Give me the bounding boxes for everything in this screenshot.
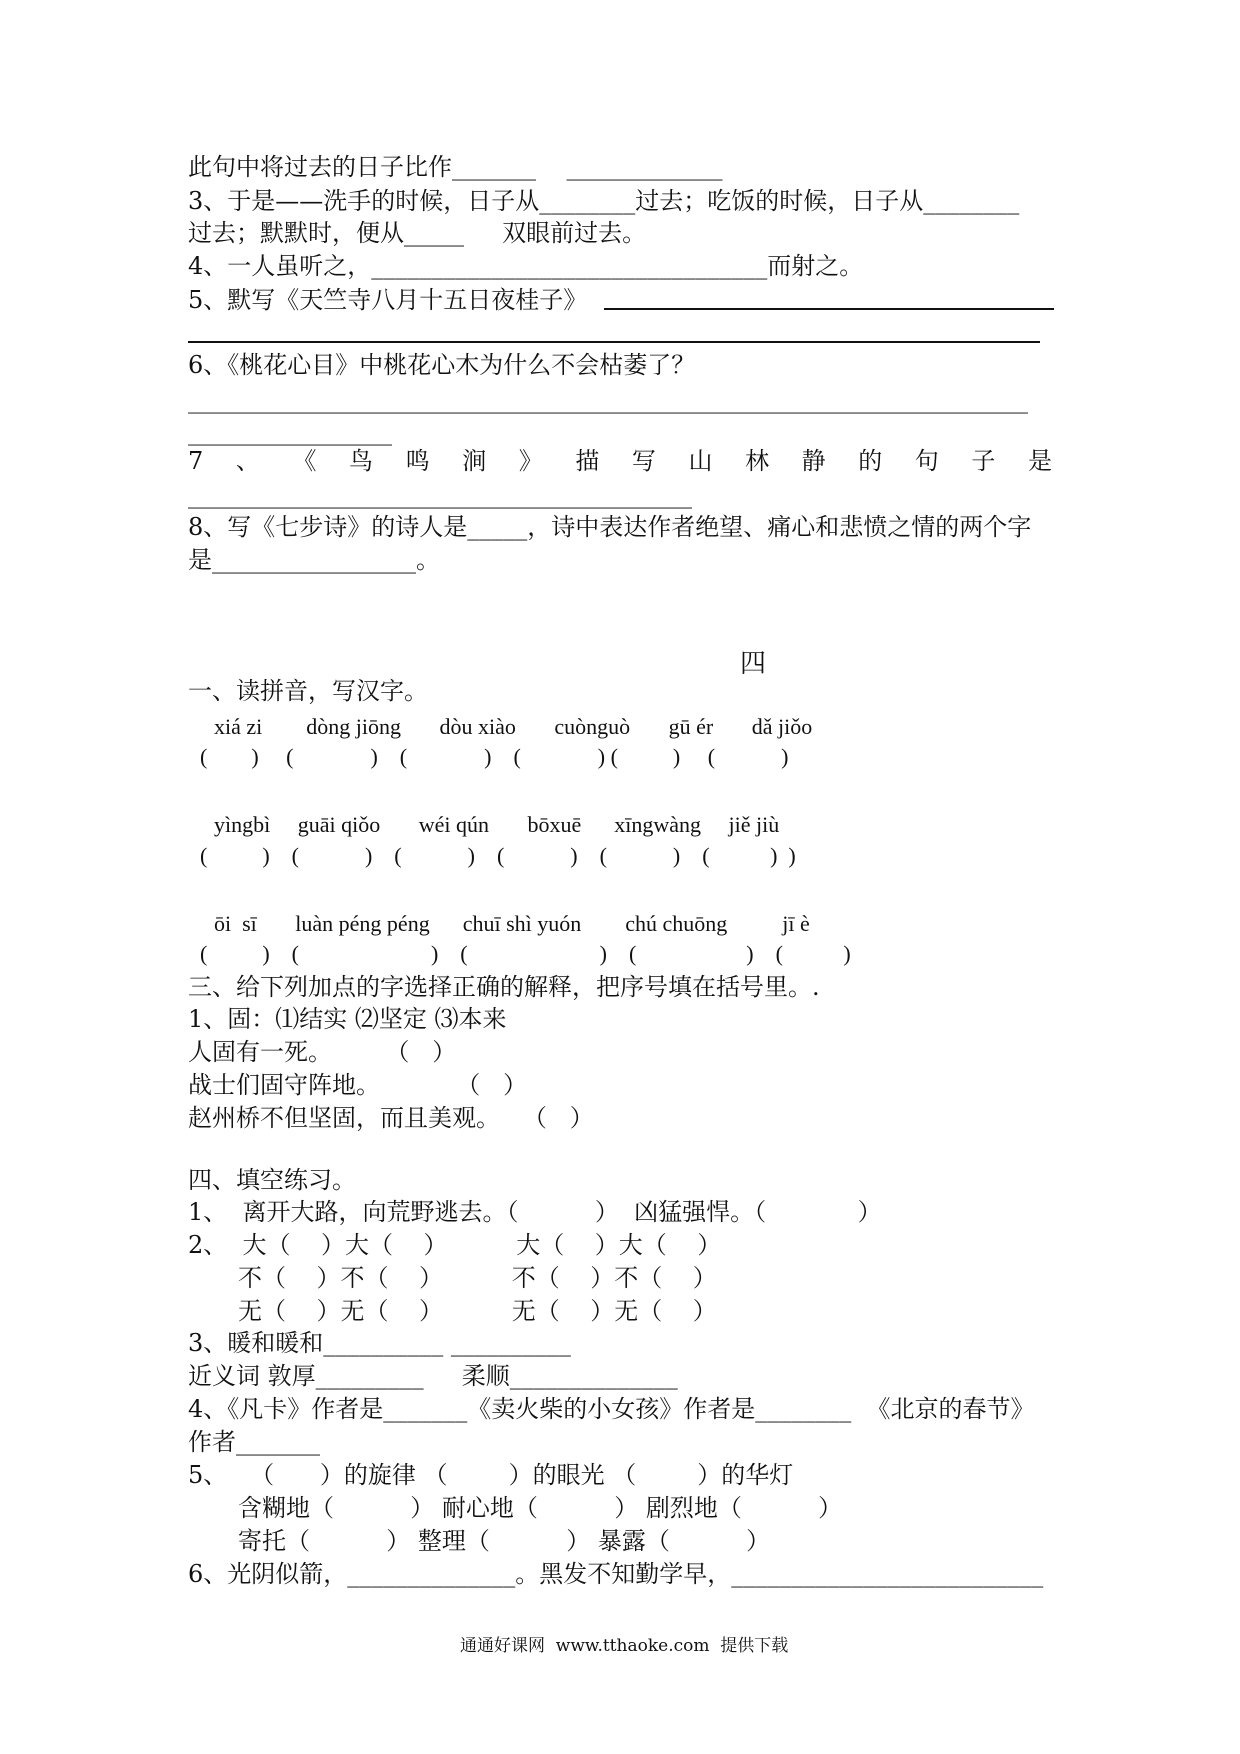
gu-sentence-2: 战士们固守阵地。 （ ） [188, 1071, 528, 1099]
q7-char: 是 [1027, 447, 1052, 475]
q7-char: 句 [914, 447, 939, 475]
fill-3-row-b: 近义词 敦厚_________ 柔顺______________ [188, 1362, 678, 1390]
q7-char: 描 [575, 447, 600, 475]
q5: 5、默写《天竺寺八月十五日夜桂子》 [188, 286, 588, 314]
pinyin-row-2: yìngbì guāi qiǒo wéi qún bōxuē xīngwàng jiě jiù [214, 812, 780, 837]
q3-line1: 3、于是——洗手的时候，日子从________过去；吃饭的时候，日子从________ [188, 187, 1020, 215]
fill-4-row-a: 4、《凡卡》作者是_______《卖火柴的小女孩》作者是________ 《北京的春节》 [188, 1395, 1035, 1423]
part1-heading: 一、读拼音，写汉字。 [188, 677, 428, 705]
gu-sentence-3: 赵州桥不但坚固，而且美观。 （ ） [188, 1104, 594, 1132]
answer-parens-row-1: ( ) ( ) ( ) ( ) ( ) ( ) [200, 744, 789, 769]
q7-char: 7 [188, 447, 204, 475]
gu-sentence-1: 人固有一死。 （ ） [188, 1038, 457, 1066]
q7-line [188, 446, 1052, 476]
pinyin-row-1: xiá zi dòng jiōng dòu xiào cuònguò gū ér dǎ jiǒo [214, 714, 813, 739]
fill-6: 6、光阴似箭，______________。黑发不知勤学早，__________________________ [188, 1560, 1044, 1588]
q7-char: 鸟 [349, 447, 374, 475]
q7-answer-blank: __________________________________________ [188, 481, 692, 509]
q7-char: 山 [688, 447, 713, 475]
part3-heading: 三、给下列加点的字选择正确的解释，把序号填在括号里。. [188, 973, 820, 1001]
fill-2-row-a: 2、 大（ ）大（ ） 大（ ）大（ ） [188, 1231, 722, 1259]
q6-answer-blank-2: _________________ [188, 418, 392, 446]
fill-2-row-b: 不（ ）不（ ） 不（ ）不（ ） [238, 1264, 717, 1292]
fill-3-row-a: 3、暖和暖和__________ __________ [188, 1329, 571, 1357]
q6: 6、《桃花心目》中桃花心木为什么不会枯萎了？ [188, 351, 696, 379]
metaphor-line: 此句中将过去的日子比作_______ _____________ [188, 153, 723, 181]
q7-char: 涧 [462, 447, 487, 475]
answer-parens-row-3: ( ) ( ) ( ) ( ) ( ) [200, 941, 851, 966]
section-title: 四 [740, 649, 767, 679]
q7-char: 、 [235, 447, 260, 475]
q3-line2: 过去；默默时，便从_____ 双眼前过去。 [188, 219, 647, 247]
q5-answer-line-1 [604, 308, 1054, 310]
fill-5-row-a: 5、 （ ）的旋律 （ ）的眼光 （ ）的华灯 [188, 1461, 794, 1489]
q7-char: 》 [518, 447, 543, 475]
q7-char: 子 [971, 447, 996, 475]
q7-char: 《 [292, 447, 317, 475]
fill-4-row-b: 作者_______ [188, 1428, 320, 1456]
q7-char: 鸣 [405, 447, 430, 475]
footer-source: 通通好课网 www.tthaoke.com 提供下载 [460, 1636, 789, 1656]
fill-2-row-c: 无（ ）无（ ） 无（ ）无（ ） [238, 1297, 717, 1325]
q7-char: 的 [858, 447, 883, 475]
q5-answer-line-2 [188, 341, 1040, 343]
pinyin-row-3: ōi sī luàn péng péng chuī shì yuón chú chuōng jī è [214, 911, 810, 936]
gu-definitions: 1、固：⑴结实 ⑵坚定 ⑶本来 [188, 1005, 507, 1033]
q7-char: 静 [801, 447, 826, 475]
fill-5-row-b: 含糊地（ ） 耐心地（ ） 剧烈地（ ） [238, 1494, 843, 1522]
answer-parens-row-2: ( ) ( ) ( ) ( ) ( ) ( ) ) [200, 843, 796, 868]
fill-1: 1、 离开大路，向荒野逃去。（ ） 凶猛强悍。（ ） [188, 1198, 882, 1226]
q8-line1: 8、写《七步诗》的诗人是_____，诗中表达作者绝望、痛心和悲愤之情的两个字 [188, 513, 1032, 541]
fill-5-row-c: 寄托（ ） 整理（ ） 暴露（ ） [238, 1527, 771, 1555]
q6-answer-blank-1: ______________________________________________________________________ [188, 386, 1028, 414]
q4: 4、一人虽听之，_________________________________而射之。 [188, 252, 864, 280]
q8-line2: 是_________________。 [188, 546, 440, 574]
part4-heading: 四、填空练习。 [188, 1166, 356, 1194]
q7-char: 林 [745, 447, 770, 475]
q7-char: 写 [631, 447, 656, 475]
